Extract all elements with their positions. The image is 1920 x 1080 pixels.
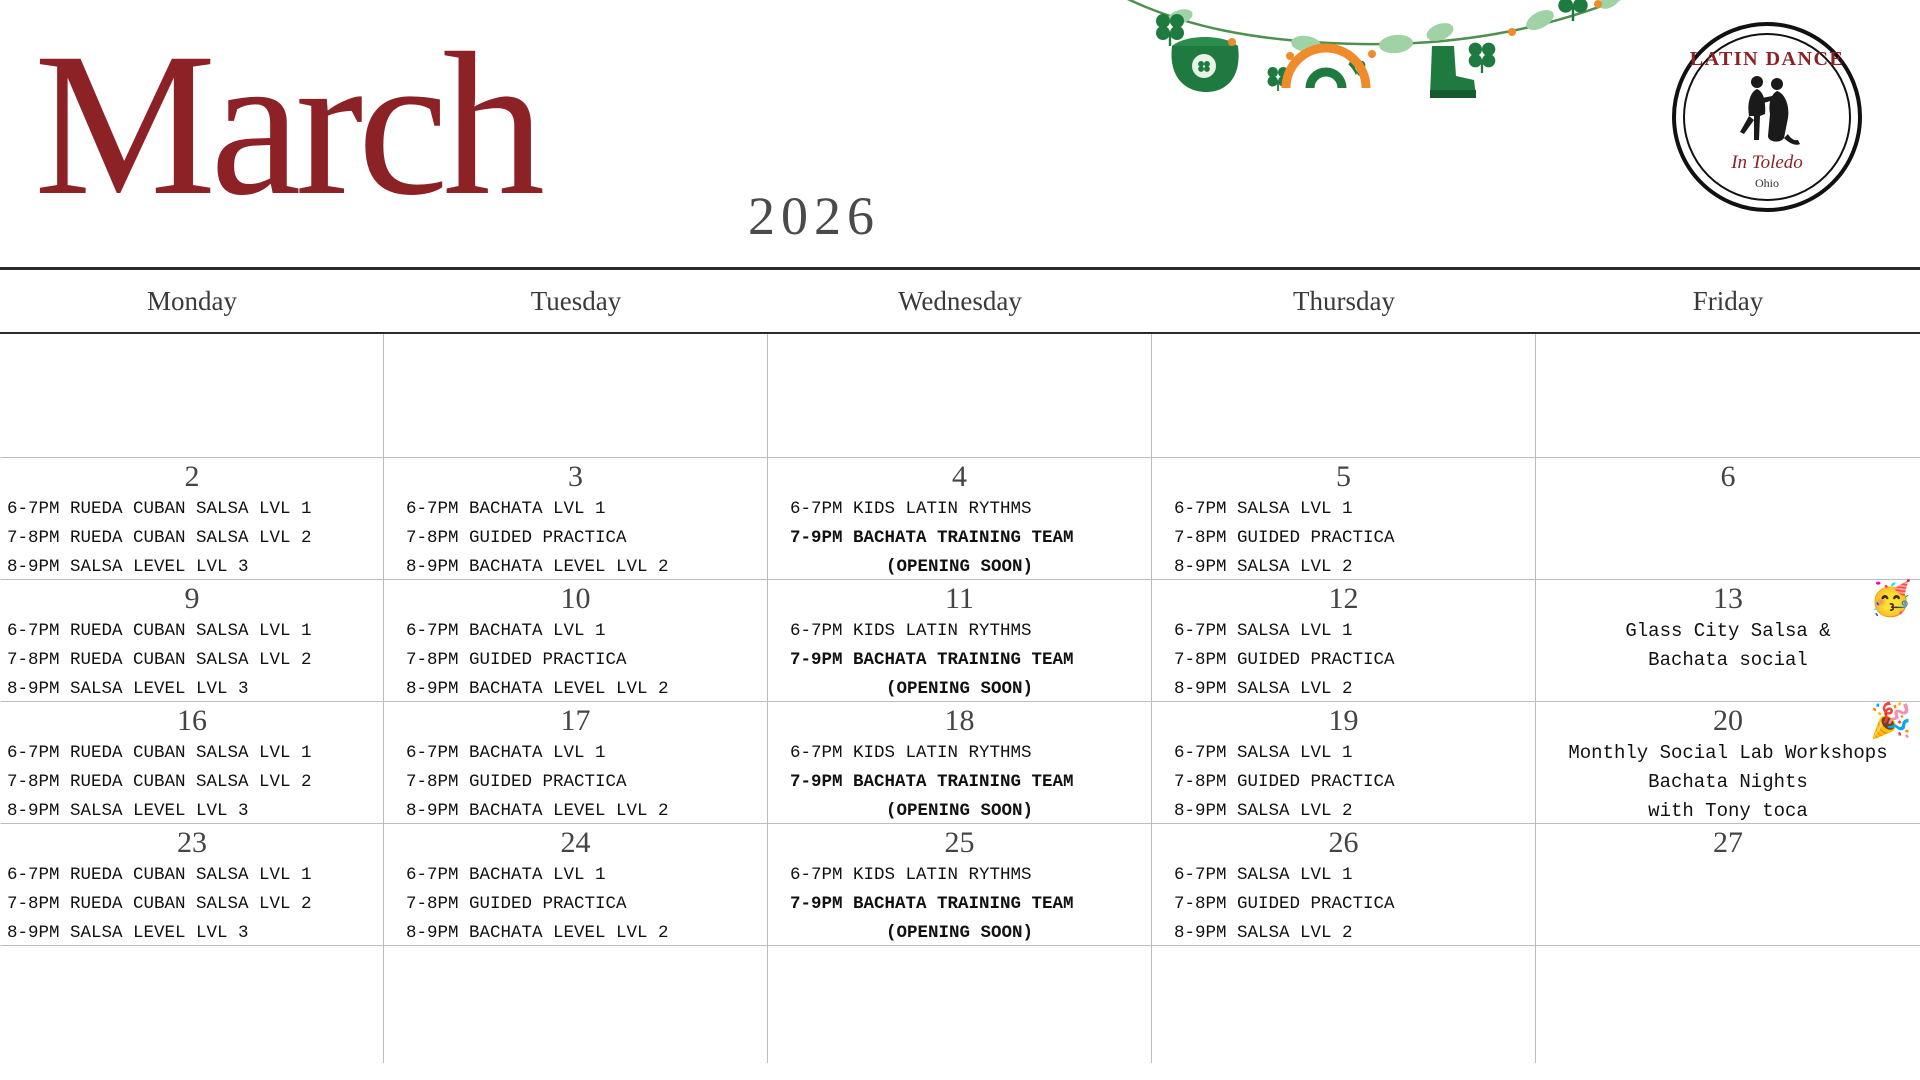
special-event-block bbox=[1542, 739, 1914, 826]
event-item: 6-7PM BACHATA LVL 1 bbox=[406, 743, 606, 763]
event-item: 8-9PM BACHATA LEVEL LVL 2 bbox=[406, 557, 669, 577]
special-event-block bbox=[1542, 617, 1914, 675]
event-list bbox=[774, 739, 1145, 826]
calendar-day-cell-17[interactable] bbox=[384, 702, 768, 824]
event-item: 8-9PM BACHATA LEVEL LVL 2 bbox=[406, 923, 669, 943]
day-header-friday: Friday bbox=[1692, 285, 1764, 316]
calendar-day-cell-25[interactable] bbox=[768, 824, 1152, 946]
event-item: 7-8PM RUEDA CUBAN SALSA LVL 2 bbox=[7, 528, 312, 548]
celebration-emoji-icon: 🥳 bbox=[1869, 580, 1912, 618]
calendar-day-cell-empty[interactable] bbox=[1152, 946, 1536, 1063]
calendar-day-cell-empty[interactable] bbox=[384, 334, 768, 458]
calendar-day-cell-empty[interactable] bbox=[0, 946, 384, 1063]
calendar-week-row bbox=[0, 334, 1920, 458]
event-item: 7-8PM GUIDED PRACTICA bbox=[406, 528, 627, 548]
calendar-day-cell-empty[interactable] bbox=[1536, 946, 1920, 1063]
celebration-emoji-icon: 🎉 bbox=[1869, 702, 1912, 740]
event-list bbox=[1158, 739, 1529, 826]
event-list bbox=[7, 861, 377, 948]
calendar-day-cell-empty[interactable] bbox=[768, 334, 1152, 458]
day-number: 3 bbox=[568, 460, 583, 493]
day-number: 25 bbox=[944, 826, 975, 859]
event-item: 6-7PM SALSA LVL 1 bbox=[1174, 865, 1353, 885]
day-number: 13 bbox=[1713, 582, 1743, 615]
event-item: 8-9PM SALSA LVL 2 bbox=[1174, 679, 1353, 699]
calendar-day-cell-27[interactable] bbox=[1536, 824, 1920, 946]
page-title: March bbox=[34, 11, 540, 238]
special-event-line: Bachata Nights bbox=[1648, 771, 1808, 793]
event-item: 6-7PM KIDS LATIN RYTHMS bbox=[790, 499, 1032, 519]
special-event-line: with Tony toca bbox=[1648, 800, 1808, 822]
calendar-week-row bbox=[0, 824, 1920, 946]
calendar-header bbox=[0, 0, 1920, 272]
day-number: 12 bbox=[1328, 582, 1359, 615]
day-number: 17 bbox=[560, 704, 591, 737]
day-number: 16 bbox=[177, 704, 207, 737]
logo-bottom-text: In Toledo bbox=[1731, 152, 1803, 173]
event-item: 6-7PM RUEDA CUBAN SALSA LVL 1 bbox=[7, 621, 312, 641]
event-item: 7-8PM GUIDED PRACTICA bbox=[1174, 528, 1395, 548]
event-item: (OPENING SOON) bbox=[885, 557, 1034, 577]
calendar-day-cell-12[interactable] bbox=[1152, 580, 1536, 702]
event-item: 7-9PM BACHATA TRAINING TEAM bbox=[790, 528, 1074, 548]
event-item: 6-7PM BACHATA LVL 1 bbox=[406, 621, 606, 641]
day-header-thursday: Thursday bbox=[1293, 285, 1395, 316]
event-item: 8-9PM SALSA LEVEL LVL 3 bbox=[7, 557, 249, 577]
calendar-day-cell-24[interactable] bbox=[384, 824, 768, 946]
event-item: 8-9PM SALSA LVL 2 bbox=[1174, 557, 1353, 577]
day-number: 23 bbox=[177, 826, 207, 859]
event-item: (OPENING SOON) bbox=[885, 801, 1034, 821]
event-item: 6-7PM SALSA LVL 1 bbox=[1174, 743, 1353, 763]
calendar-day-cell-26[interactable] bbox=[1152, 824, 1536, 946]
event-list bbox=[774, 495, 1145, 582]
event-list bbox=[390, 617, 761, 704]
calendar-day-cell-empty[interactable] bbox=[768, 946, 1152, 1063]
event-item: 7-8PM GUIDED PRACTICA bbox=[1174, 650, 1395, 670]
event-item: 8-9PM SALSA LEVEL LVL 3 bbox=[7, 801, 249, 821]
event-item: 7-8PM GUIDED PRACTICA bbox=[1174, 772, 1395, 792]
calendar-day-cell-empty[interactable] bbox=[0, 334, 384, 458]
day-of-week-header-row bbox=[0, 270, 1920, 334]
special-event-line: Bachata social bbox=[1648, 649, 1808, 671]
event-item: 7-9PM BACHATA TRAINING TEAM bbox=[790, 772, 1074, 792]
event-item: (OPENING SOON) bbox=[885, 923, 1034, 943]
special-event-line: Glass City Salsa & bbox=[1625, 620, 1831, 642]
logo bbox=[1672, 22, 1862, 212]
event-list bbox=[774, 861, 1145, 948]
event-item: 7-8PM RUEDA CUBAN SALSA LVL 2 bbox=[7, 772, 312, 792]
logo-top-text: LATIN DANCE bbox=[1689, 48, 1845, 70]
event-item: 6-7PM KIDS LATIN RYTHMS bbox=[790, 743, 1032, 763]
event-item: 6-7PM RUEDA CUBAN SALSA LVL 1 bbox=[7, 499, 312, 519]
event-item: 7-8PM RUEDA CUBAN SALSA LVL 2 bbox=[7, 894, 312, 914]
event-item: 6-7PM BACHATA LVL 1 bbox=[406, 865, 606, 885]
calendar-day-cell-empty[interactable] bbox=[1152, 334, 1536, 458]
event-list bbox=[7, 617, 377, 704]
event-list bbox=[390, 861, 761, 948]
calendar-week-row bbox=[0, 458, 1920, 580]
event-item: 6-7PM RUEDA CUBAN SALSA LVL 1 bbox=[7, 743, 312, 763]
st-patricks-garland-icon bbox=[1110, 0, 1670, 129]
day-number: 26 bbox=[1328, 826, 1359, 859]
calendar-week-row bbox=[0, 946, 1920, 1063]
event-item: 7-9PM BACHATA TRAINING TEAM bbox=[790, 650, 1074, 670]
event-list bbox=[1158, 861, 1529, 948]
event-list bbox=[390, 739, 761, 826]
calendar-day-cell-20[interactable] bbox=[1536, 702, 1920, 824]
calendar-grid bbox=[0, 270, 1920, 1063]
calendar-day-cell-10[interactable] bbox=[384, 580, 768, 702]
day-number: 2 bbox=[184, 460, 200, 493]
event-item: 7-8PM GUIDED PRACTICA bbox=[406, 772, 627, 792]
event-item: 6-7PM SALSA LVL 1 bbox=[1174, 621, 1353, 641]
event-list bbox=[1158, 617, 1529, 704]
day-number: 11 bbox=[945, 582, 974, 615]
event-item: 7-9PM BACHATA TRAINING TEAM bbox=[790, 894, 1074, 914]
event-list bbox=[390, 495, 761, 582]
calendar-week-row bbox=[0, 580, 1920, 702]
event-item: 7-8PM GUIDED PRACTICA bbox=[406, 894, 627, 914]
day-number: 19 bbox=[1328, 704, 1359, 737]
calendar-day-cell-16[interactable] bbox=[0, 702, 384, 824]
calendar-day-cell-11[interactable] bbox=[768, 580, 1152, 702]
calendar-day-cell-4[interactable] bbox=[768, 458, 1152, 580]
calendar-day-cell-18[interactable] bbox=[768, 702, 1152, 824]
year-label: 2026 bbox=[748, 186, 880, 246]
day-number: 24 bbox=[560, 826, 591, 859]
event-item: 6-7PM KIDS LATIN RYTHMS bbox=[790, 865, 1032, 885]
calendar-day-cell-23[interactable] bbox=[0, 824, 384, 946]
day-number: 6 bbox=[1720, 460, 1736, 493]
event-list bbox=[1158, 495, 1529, 582]
event-item: 7-8PM GUIDED PRACTICA bbox=[1174, 894, 1395, 914]
day-header-wednesday: Wednesday bbox=[898, 285, 1022, 316]
event-item: 6-7PM RUEDA CUBAN SALSA LVL 1 bbox=[7, 865, 312, 885]
day-number: 10 bbox=[560, 582, 591, 615]
event-item: 8-9PM BACHATA LEVEL LVL 2 bbox=[406, 801, 669, 821]
calendar-day-cell-3[interactable] bbox=[384, 458, 768, 580]
event-list bbox=[774, 617, 1145, 704]
calendar-day-cell-9[interactable] bbox=[0, 580, 384, 702]
calendar-day-cell-5[interactable] bbox=[1152, 458, 1536, 580]
logo-sub-text: Ohio bbox=[1755, 176, 1779, 190]
day-number: 18 bbox=[944, 704, 975, 737]
calendar-week-row bbox=[0, 702, 1920, 824]
day-number: 5 bbox=[1336, 460, 1351, 493]
day-number: 27 bbox=[1713, 826, 1743, 859]
special-event-line: Monthly Social Lab Workshops bbox=[1568, 742, 1888, 764]
event-item: (OPENING SOON) bbox=[885, 679, 1034, 699]
event-item: 8-9PM SALSA LEVEL LVL 3 bbox=[7, 923, 249, 943]
calendar-day-cell-6[interactable] bbox=[1536, 458, 1920, 580]
day-number: 20 bbox=[1713, 704, 1743, 737]
event-item: 7-8PM GUIDED PRACTICA bbox=[406, 650, 627, 670]
event-item: 8-9PM SALSA LVL 2 bbox=[1174, 801, 1353, 821]
dancing-couple-icon bbox=[1732, 70, 1802, 156]
calendar-day-cell-empty[interactable] bbox=[384, 946, 768, 1063]
event-item: 8-9PM SALSA LEVEL LVL 3 bbox=[7, 679, 249, 699]
event-item: 6-7PM BACHATA LVL 1 bbox=[406, 499, 606, 519]
calendar-day-cell-2[interactable] bbox=[0, 458, 384, 580]
event-item: 7-8PM RUEDA CUBAN SALSA LVL 2 bbox=[7, 650, 312, 670]
day-header-tuesday: Tuesday bbox=[530, 285, 622, 316]
day-number: 9 bbox=[184, 582, 200, 615]
event-list bbox=[7, 495, 377, 582]
calendar-day-cell-13[interactable] bbox=[1536, 580, 1920, 702]
event-list bbox=[7, 739, 377, 826]
event-item: 8-9PM SALSA LVL 2 bbox=[1174, 923, 1353, 943]
calendar-weeks bbox=[0, 334, 1920, 1063]
event-item: 8-9PM BACHATA LEVEL LVL 2 bbox=[406, 679, 669, 699]
day-header-monday: Monday bbox=[147, 285, 237, 316]
event-item: 6-7PM KIDS LATIN RYTHMS bbox=[790, 621, 1032, 641]
calendar-day-cell-19[interactable] bbox=[1152, 702, 1536, 824]
event-item: 6-7PM SALSA LVL 1 bbox=[1174, 499, 1353, 519]
calendar-day-cell-empty[interactable] bbox=[1536, 334, 1920, 458]
day-number: 4 bbox=[952, 460, 967, 493]
